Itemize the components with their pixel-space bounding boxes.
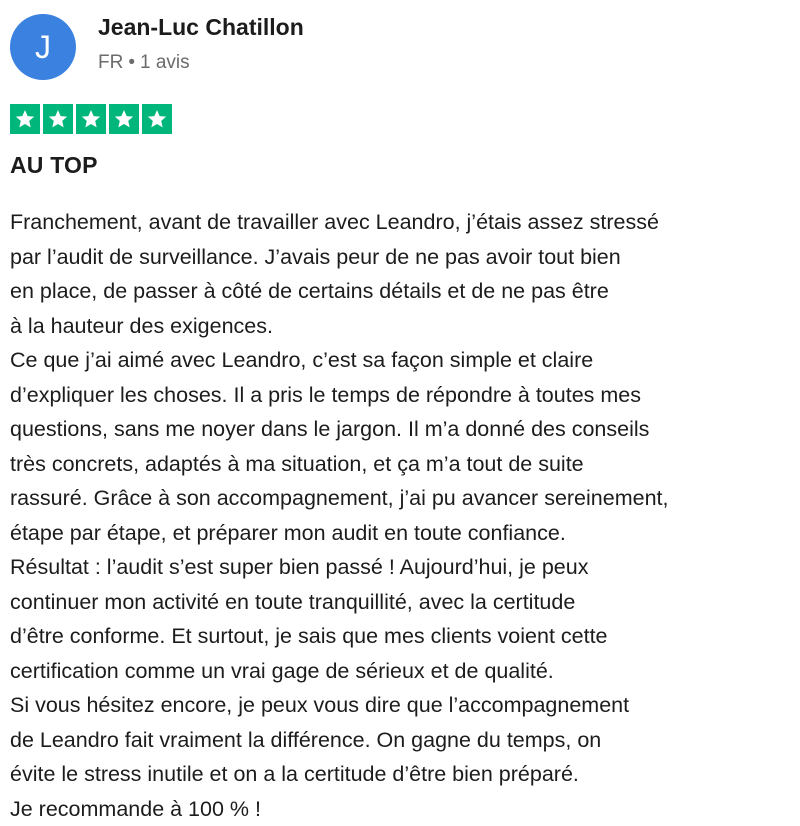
review-text-line: de Leandro fait vraiment la différence. On gagne du temps, on bbox=[10, 723, 795, 758]
star-rating bbox=[10, 104, 172, 134]
review-text-line: en place, de passer à côté de certains détails et de ne pas être bbox=[10, 274, 795, 309]
meta-separator: • bbox=[128, 52, 135, 73]
review-text-line: Ce que j’ai aimé avec Leandro, c’est sa façon simple et claire bbox=[10, 343, 795, 378]
review-text-line: continuer mon activité en toute tranquillité, avec la certitude bbox=[10, 585, 795, 620]
review-text-line: rassuré. Grâce à son accompagnement, j’ai pu avancer sereinement, bbox=[10, 481, 795, 516]
review-text-line: Si vous hésitez encore, je peux vous dire que l’accompagnement bbox=[10, 688, 795, 723]
review-text-line: Résultat : l’audit s’est super bien passé ! Aujourd’hui, je peux bbox=[10, 550, 795, 585]
review-text-line: à la hauteur des exigences. bbox=[10, 309, 795, 344]
review-text-line: étape par étape, et préparer mon audit en toute confiance. bbox=[10, 516, 795, 551]
reviewer-info bbox=[98, 12, 304, 75]
reviewer-name[interactable]: Jean-Luc Chatillon bbox=[98, 13, 304, 41]
reviewer-country: FR bbox=[98, 52, 123, 73]
review-text-line: Je recommande à 100 % ! bbox=[10, 792, 795, 826]
review-text-line: d’être conforme. Et surtout, je sais que mes clients voient cette bbox=[10, 619, 795, 654]
review-text-line: par l’audit de surveillance. J’avais peur de ne pas avoir tout bien bbox=[10, 240, 795, 275]
review-text-line: évite le stress inutile et on a la certitude d’être bien préparé. bbox=[10, 757, 795, 792]
review-title[interactable]: AU TOP bbox=[10, 152, 98, 179]
review-text-line: questions, sans me noyer dans le jargon. Il m’a donné des conseils bbox=[10, 412, 795, 447]
star-icon bbox=[43, 104, 73, 134]
review-text-line: certification comme un vrai gage de sérieux et de qualité. bbox=[10, 654, 795, 689]
reviewer-review-count: 1 avis bbox=[140, 52, 190, 73]
reviewer-header bbox=[10, 12, 304, 80]
star-icon bbox=[109, 104, 139, 134]
star-icon bbox=[10, 104, 40, 134]
review-body bbox=[10, 205, 795, 826]
review-text-line: très concrets, adaptés à ma situation, et ça m’a tout de suite bbox=[10, 447, 795, 482]
review-text-line: Franchement, avant de travailler avec Leandro, j’étais assez stressé bbox=[10, 205, 795, 240]
reviewer-meta bbox=[98, 51, 304, 75]
avatar[interactable]: J bbox=[10, 14, 76, 80]
star-icon bbox=[76, 104, 106, 134]
star-icon bbox=[142, 104, 172, 134]
review-text-line: d’expliquer les choses. Il a pris le temps de répondre à toutes mes bbox=[10, 378, 795, 413]
